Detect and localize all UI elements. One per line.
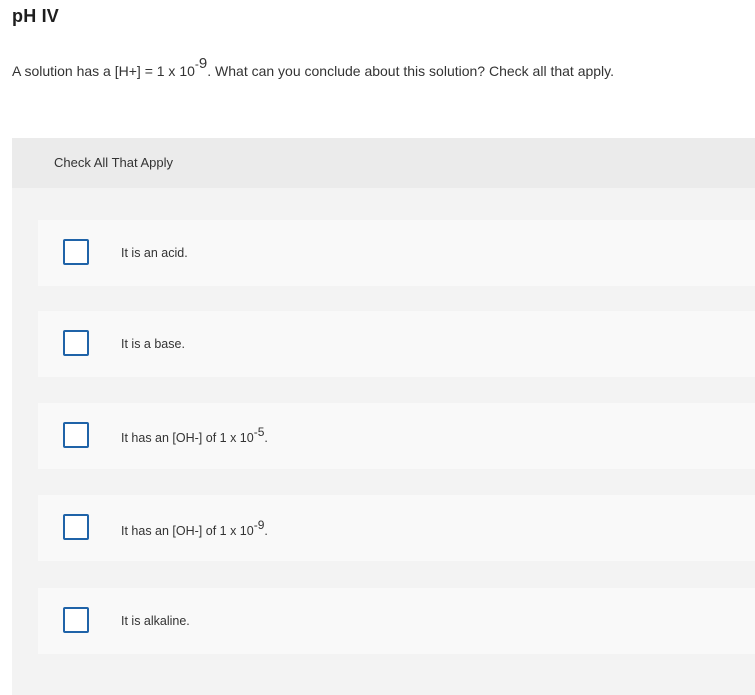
question-prefix: A solution has a [H+] = 1 x 10 xyxy=(12,63,195,79)
question-exponent-sign: - xyxy=(194,57,199,72)
panel-header-label: Check All That Apply xyxy=(54,155,173,170)
option-label-exponent: -9 xyxy=(253,517,265,532)
option-label: It is a base. xyxy=(121,337,185,351)
option-label xyxy=(121,424,268,445)
option-label: It is an acid. xyxy=(121,246,188,260)
option-checkbox[interactable] xyxy=(63,330,89,356)
option-label-prefix: It has an [OH-] of 1 x 10 xyxy=(121,524,254,538)
option-checkbox[interactable] xyxy=(63,514,89,540)
question-text xyxy=(12,55,615,79)
option-checkbox[interactable] xyxy=(63,422,89,448)
option-base[interactable] xyxy=(38,311,755,377)
answer-panel xyxy=(12,138,755,695)
option-label-suffix: . xyxy=(264,524,268,538)
option-acid[interactable] xyxy=(38,220,755,286)
panel-header xyxy=(12,138,755,188)
page-title: pH IV xyxy=(12,6,60,26)
question-exponent xyxy=(195,57,207,71)
option-label: It is alkaline. xyxy=(121,614,190,628)
option-label-prefix: It has an [OH-] of 1 x 10 xyxy=(121,431,254,445)
question-suffix: . What can you conclude about this solution? Check all that apply. xyxy=(207,63,615,79)
question-exponent-value: 9 xyxy=(198,55,208,73)
option-checkbox[interactable] xyxy=(63,607,89,633)
option-alkaline[interactable] xyxy=(38,588,755,654)
option-label-suffix: . xyxy=(264,431,268,445)
option-oh-1e-9[interactable] xyxy=(38,495,755,561)
option-oh-1e-5[interactable] xyxy=(38,403,755,469)
option-label xyxy=(121,517,268,538)
option-label-exponent: -5 xyxy=(253,424,265,439)
option-checkbox[interactable] xyxy=(63,239,89,265)
